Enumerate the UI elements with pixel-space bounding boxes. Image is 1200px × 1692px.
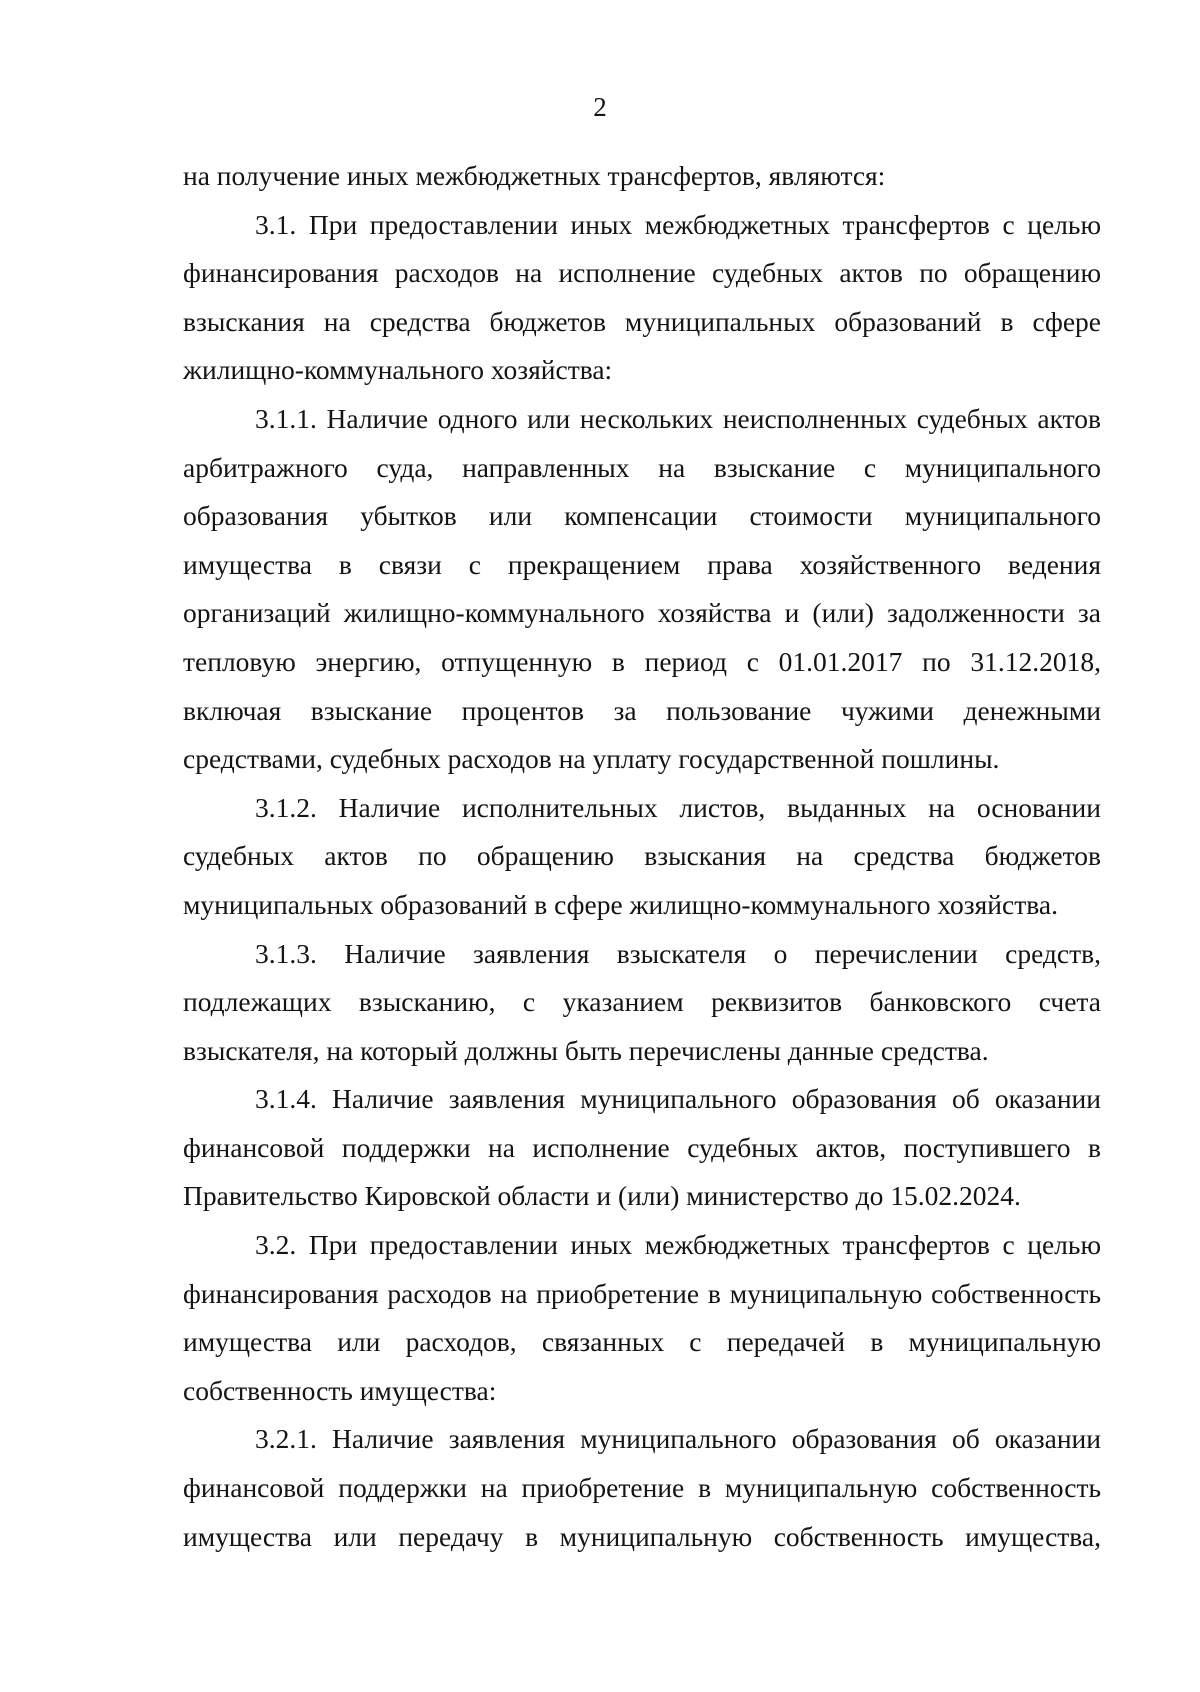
paragraph-3-2-1: 3.2.1. Наличие заявления муниципального образования об оказании финансовой поддержки на приобретение в муниципальную собственность имущества или передачу в муниципальную собственность имущества,	[183, 1423, 1101, 1552]
paragraph-3-2: 3.2. При предоставлении иных межбюджетных трансфертов с целью финансирования расходов на приобретение в муниципальную собственность имущества или расходов, связанных с передачей в муниципальную собственность имущества:	[183, 1229, 1101, 1406]
paragraph-intro: на получение иных межбюджетных трансфертов, являются:	[183, 160, 886, 191]
paragraph-3-1: 3.1. При предоставлении иных межбюджетных трансфертов с целью финансирования расходов на исполнение судебных актов по обращению взыскания на средства бюджетов муниципальных образований в сфере жилищно-коммунального хозяйства:	[183, 208, 1101, 386]
paragraph-3-1-1: 3.1.1. Наличие одного или нескольких неисполненных судебных актов арбитражного суда, направленных на взыскание с муниципального образования убытков или компенсации стоимости муниципального имущества в связи с прекращением права хозяйственного ведения организаций жилищно-коммунального хозяйства и (или) задолженности за тепловую энергию, отпущенную в период с 01.01.2017 по 31.12.2018, включая взыскание процентов за пользование чужими денежными средствами, судебных расходов на уплату государственной пошлины.	[183, 402, 1101, 775]
paragraph-3-1-3: 3.1.3. Наличие заявления взыскателя о перечислении средств, подлежащих взысканию, с указанием реквизитов банковского счета взыскателя, на который должны быть перечислены данные средства.	[183, 937, 1101, 1066]
page-number: 2	[593, 92, 607, 122]
paragraph-3-1-2: 3.1.2. Наличие исполнительных листов, выданных на основании судебных актов по обращению взыскания на средства бюджетов муниципальных образований в сфере жилищно-коммунального хозяйства.	[183, 791, 1101, 920]
paragraph-3-1-4: 3.1.4. Наличие заявления муниципального образования об оказании финансовой поддержки на исполнение судебных актов, поступившего в Правительство Кировской области и (или) министерство до 15.02.2024.	[183, 1083, 1101, 1212]
document-body	[183, 152, 1101, 1561]
